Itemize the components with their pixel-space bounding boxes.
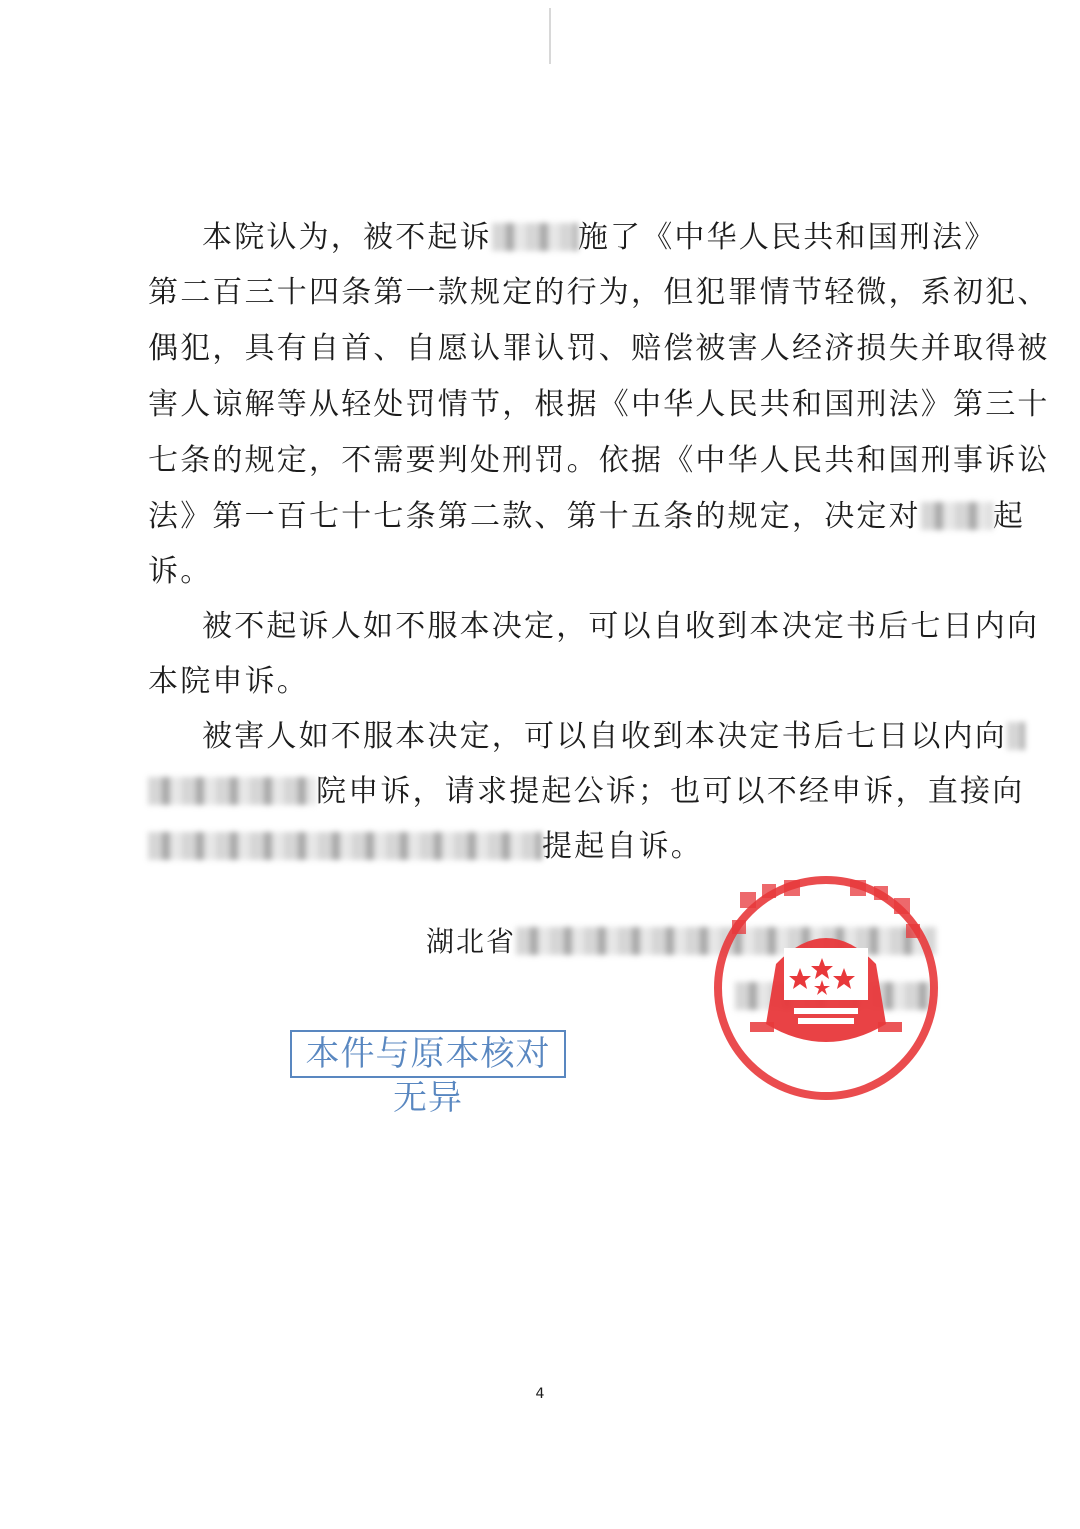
signer-prefix: 湖北省 — [426, 925, 517, 958]
paragraph-3-line-2 — [148, 772, 1025, 812]
text-segment: 提起自诉。 — [542, 829, 703, 864]
paragraph-1-line-3: 偶犯，具有自首、自愿认罪认罚、赔偿被害人经济损失并取得被 — [148, 331, 1050, 366]
text-segment: 被害人如不服本决定，可以自收到本决定书后七日以内向 — [202, 719, 1007, 754]
redacted-name — [492, 223, 578, 251]
paragraph-3-line-1 — [202, 717, 1007, 757]
paragraph-1-line-4: 害人谅解等从轻处罚情节，根据《中华人民共和国刑法》第三十 — [148, 387, 1050, 422]
text-segment: 起 — [992, 499, 1026, 534]
redacted-text — [1007, 722, 1025, 750]
text-segment: 本院认为，被不起诉 — [202, 220, 492, 255]
paragraph-1-line-6 — [148, 497, 1026, 537]
paragraph-2-line-1: 被不起诉人如不服本决定，可以自收到本决定书后七日内向 — [202, 609, 1040, 644]
text-segment: 施了《中华人民共和国刑法》 — [577, 220, 997, 255]
scan-mark — [549, 8, 551, 64]
redacted-court-name — [148, 777, 316, 805]
paragraph-2-line-2: 本院申诉。 — [148, 664, 309, 699]
paragraph-1-line-2: 第二百三十四条第一款规定的行为，但犯罪情节轻微，系初犯、 — [148, 275, 1050, 310]
verification-stamp: 本件与原本核对无异 — [290, 1030, 566, 1078]
paragraph-1-line-5: 七条的规定，不需要判处刑罚。依据《中华人民共和国刑事诉讼 — [148, 443, 1050, 478]
paragraph-1-line-7: 诉。 — [148, 554, 213, 589]
paragraph-3-line-3 — [148, 827, 938, 867]
redacted-name — [921, 502, 993, 530]
paragraph-1-line-1 — [202, 218, 997, 258]
redacted-court-name — [148, 832, 542, 860]
text-segment: 院申诉，请求提起公诉；也可以不经申诉，直接向 — [316, 774, 1025, 809]
national-emblem-seal-icon — [710, 872, 942, 1104]
text-segment: 法》第一百七十七条第二款、第十五条的规定，决定对 — [148, 499, 921, 534]
page-number: 4 — [535, 1386, 545, 1402]
